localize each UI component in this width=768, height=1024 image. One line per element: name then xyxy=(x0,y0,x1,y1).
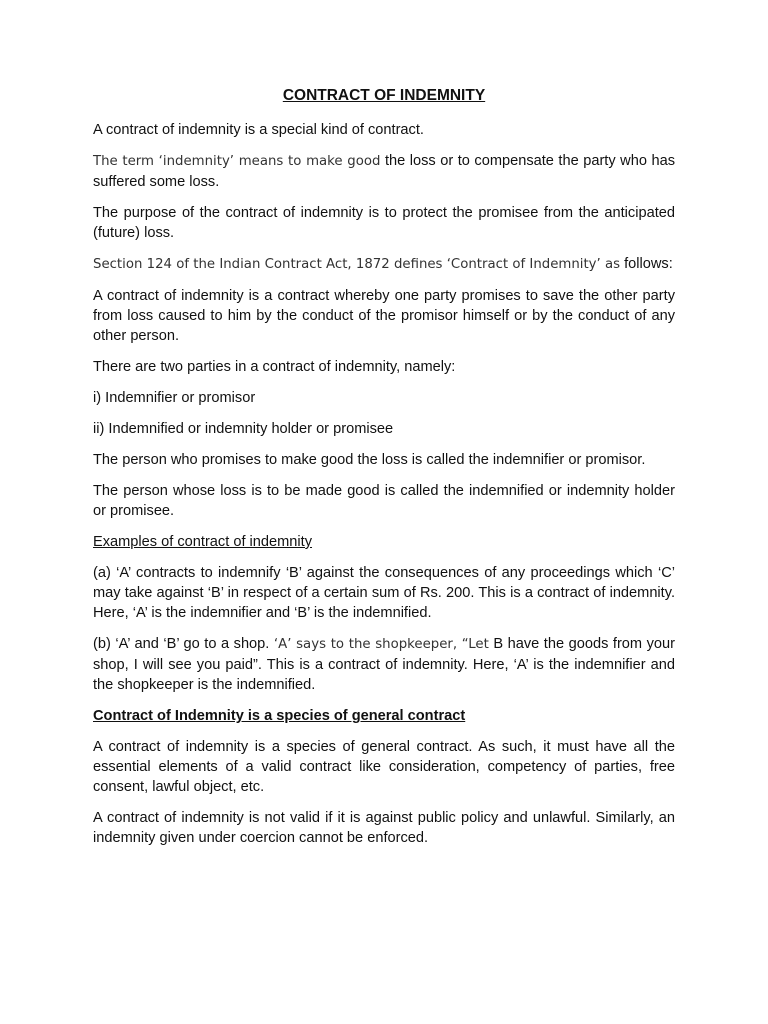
example-b-rest: B have the goods from your shop, I will see you paid”. This is a contract of indemnity. Here, ‘A’ is the indemnifier and the shopkeeper is the indemnified. xyxy=(93,636,675,693)
list-item-indemnified: ii) Indemnified or indemnity holder or promisee xyxy=(93,421,394,437)
example-b-lead: (b) ‘A’ and ‘B’ go to a shop. xyxy=(93,636,274,652)
examples-heading: Examples of contract of indemnity xyxy=(93,534,313,550)
paragraph-validity: A contract of indemnity is not valid if it is against public policy and unlawful. Similarly, an indemnity given under coercion cannot be enforced. xyxy=(93,810,675,846)
paragraph-indemnifier-definition: The person who promises to make good the loss is called the indemnifier or promisor. xyxy=(93,452,646,468)
paragraph-definition-intro: A contract of indemnity is a special kind of contract. xyxy=(93,122,424,138)
document-title: CONTRACT OF INDEMNITY xyxy=(282,87,486,104)
example-a: (a) ‘A’ contracts to indemnify ‘B’ against the consequences of any proceedings which ‘C’ may take against ‘B’ in respect of a certain sum of Rs. 200. This is a contract of indemnity. Here, ‘A’ is the indemnifier and ‘B’ is the indemnified. xyxy=(93,565,675,621)
indemnity-meaning-rest: the loss or to compensate the party who has suffered some loss. xyxy=(93,153,675,190)
paragraph-indemnified-definition: The person whose loss is to be made good is called the indemnified or indemnity holder or promisee. xyxy=(93,483,675,519)
document-body xyxy=(93,86,675,859)
paragraph-indemnity-meaning xyxy=(93,151,675,192)
paragraph-section-124 xyxy=(93,254,675,275)
paragraph-two-parties: There are two parties in a contract of indemnity, namely: xyxy=(93,359,456,375)
indemnity-meaning-lead: The term ‘indemnity’ means to make good xyxy=(93,154,381,169)
list-item-indemnifier: i) Indemnifier or promisor xyxy=(93,390,256,406)
example-b xyxy=(93,634,675,695)
species-heading: Contract of Indemnity is a species of general contract xyxy=(93,708,466,724)
example-b-quote-start: ‘A’ says to the shopkeeper, “Let xyxy=(273,637,489,652)
paragraph-purpose: The purpose of the contract of indemnity is to protect the promisee from the anticipated (future) loss. xyxy=(93,205,675,241)
section-124-lead: Section 124 of the Indian Contract Act, 1872 defines ‘Contract of Indemnity’ as xyxy=(93,257,621,272)
paragraph-statutory-definition: A contract of indemnity is a contract whereby one party promises to save the other party from loss caused to him by the conduct of the promisor himself or by the conduct of any other person. xyxy=(93,288,675,344)
paragraph-essential-elements: A contract of indemnity is a species of general contract. As such, it must have all the essential elements of a valid contract like consideration, competency of parties, free consent, lawful object, etc. xyxy=(93,739,675,795)
section-124-rest: follows: xyxy=(620,256,673,272)
